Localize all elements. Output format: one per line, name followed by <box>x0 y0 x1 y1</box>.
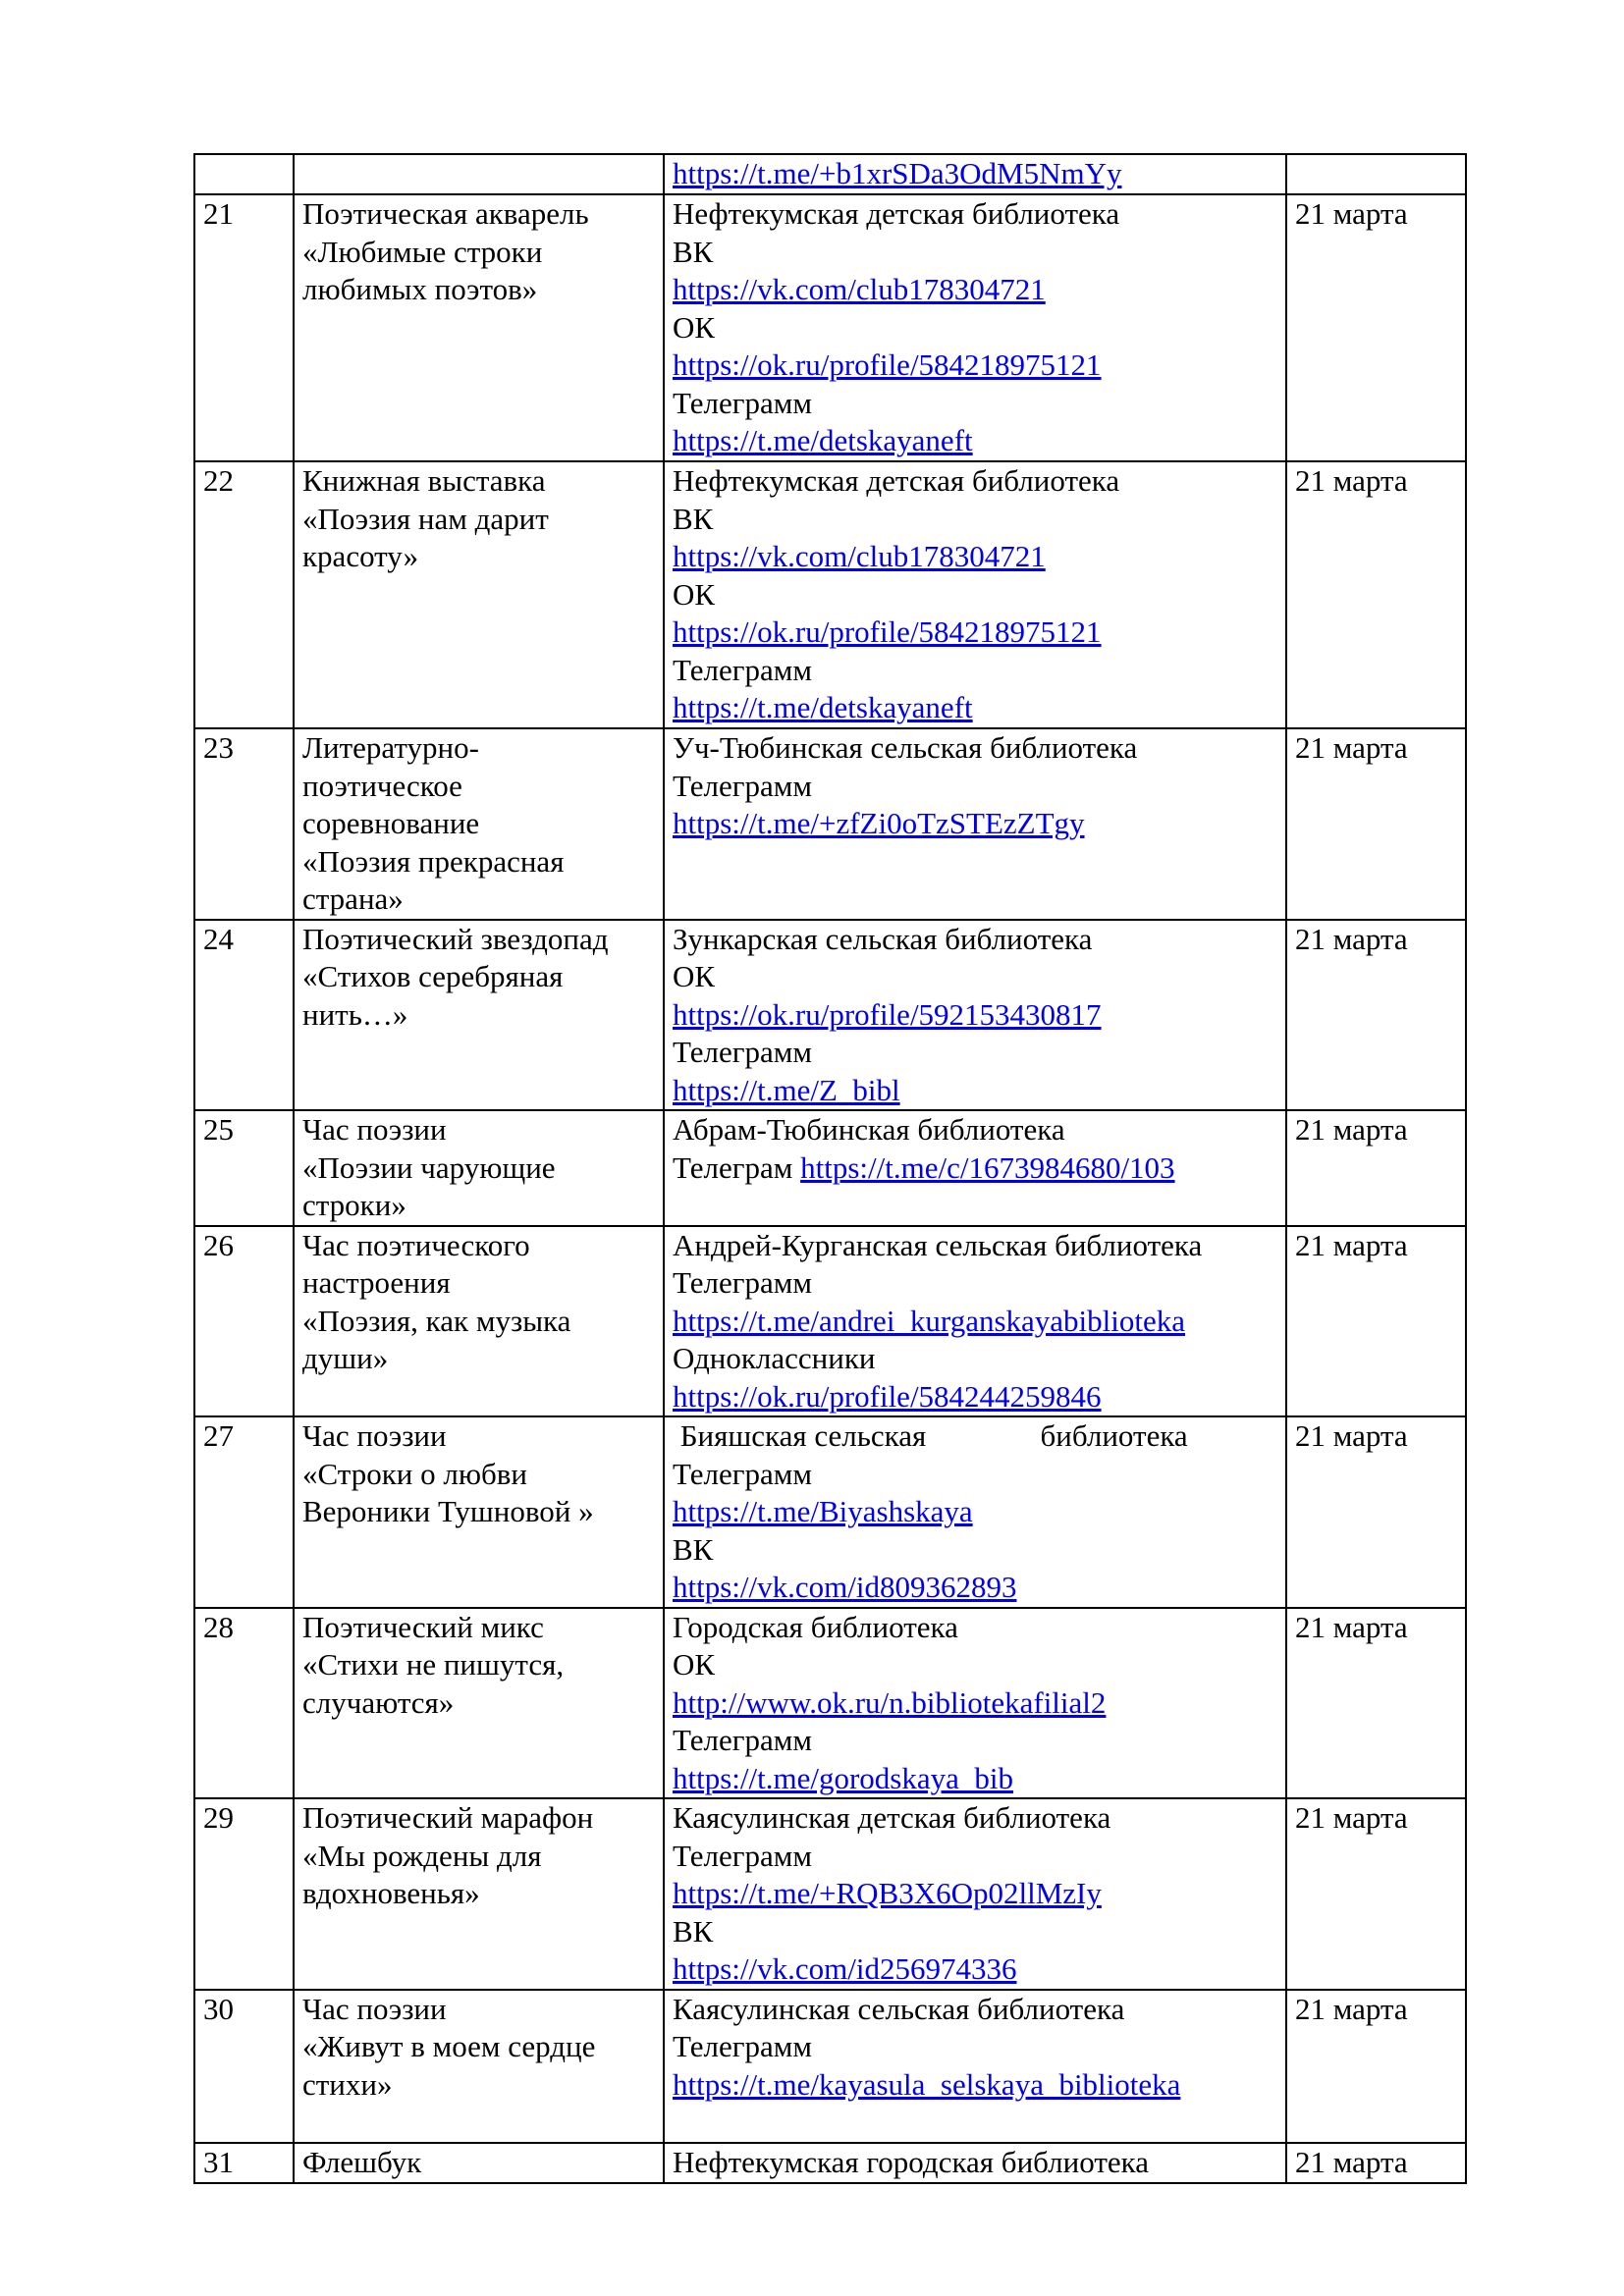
event-title-cell <box>294 1990 664 2143</box>
row-number: 22 <box>203 463 234 498</box>
venue-link[interactable]: https://vk.com/id256974336 <box>673 1951 1017 1986</box>
venue-line: Телеграмм <box>673 1838 812 1873</box>
event-title-line: «Мы рождены для <box>302 1838 542 1873</box>
event-title-line: нить…» <box>302 996 408 1032</box>
venue-line: ОК <box>673 959 716 993</box>
venue-cell <box>664 920 1286 1111</box>
event-title-line: «Строки о любви <box>302 1456 527 1491</box>
event-title-line: строки» <box>302 1188 406 1222</box>
venue-link[interactable]: https://t.me/c/1673984680/103 <box>800 1149 1175 1185</box>
event-date: 21 марта <box>1295 1800 1408 1835</box>
event-date: 21 марта <box>1295 2144 1408 2179</box>
event-date-cell <box>1286 1990 1466 2143</box>
venue-link[interactable]: https://ok.ru/profile/584218975121 <box>673 347 1102 382</box>
event-title-line: «Стихи не пишутся, <box>302 1647 565 1682</box>
venue-line: ВК <box>673 234 714 269</box>
venue-line: Зункарская сельская библиотека <box>673 921 1093 956</box>
event-title-cell <box>294 2143 664 2183</box>
event-date: 21 марта <box>1295 730 1408 765</box>
venue-link[interactable]: http://www.ok.ru/n.bibliotekafilial2 <box>673 1684 1107 1720</box>
event-title-line: Поэтический микс <box>302 1609 544 1644</box>
event-title-line: любимых поэтов» <box>302 272 538 306</box>
venue-link[interactable]: https://t.me/+b1xrSDa3OdM5NmYy <box>673 156 1122 190</box>
event-date: 21 марта <box>1295 463 1408 498</box>
event-date: 21 марта <box>1295 1112 1408 1147</box>
venue-line: Телеграмм <box>673 652 812 687</box>
event-title-line: Час поэзии <box>302 1112 447 1147</box>
event-title-line: Флешбук <box>302 2144 422 2179</box>
table-row <box>194 194 1466 461</box>
event-title-line: души» <box>302 1341 389 1375</box>
event-title-line: Час поэзии <box>302 1991 447 2026</box>
venue-cell <box>664 1608 1286 1799</box>
row-number: 28 <box>203 1609 234 1644</box>
venue-link[interactable]: https://ok.ru/profile/584244259846 <box>673 1378 1102 1414</box>
table-row <box>194 920 1466 1111</box>
event-title-line: «Поэзия прекрасная <box>302 843 565 879</box>
row-number: 31 <box>203 2144 234 2179</box>
table-row <box>194 154 1466 194</box>
table-row <box>194 1608 1466 1799</box>
venue-line: Андрей-Курганская сельская библиотека <box>673 1227 1203 1262</box>
row-number-cell <box>194 154 294 194</box>
event-date-cell <box>1286 2143 1466 2183</box>
venue-link[interactable]: https://t.me/Biyashskaya <box>673 1494 973 1528</box>
event-date: 21 марта <box>1295 921 1408 956</box>
row-number-cell <box>194 1226 294 1417</box>
event-title-line: «Поэзии чарующие <box>302 1149 556 1185</box>
table-row <box>194 2143 1466 2183</box>
venue-line: Нефтекумская детская библиотека <box>673 463 1120 498</box>
row-number-cell <box>194 2143 294 2183</box>
venue-cell <box>664 1990 1286 2143</box>
venue-line: Телеграмм <box>673 385 812 420</box>
venue-line: Нефтекумская городская библиотека <box>673 2144 1149 2179</box>
event-title-line: Литературно- <box>302 730 479 765</box>
row-number: 27 <box>203 1418 234 1453</box>
row-number: 24 <box>203 921 234 956</box>
event-title-cell <box>294 461 664 728</box>
table-row <box>194 1110 1466 1226</box>
event-title-cell <box>294 1226 664 1417</box>
venue-line: Каясулинская сельская библиотека <box>673 1991 1125 2026</box>
venue-line: ОК <box>673 1647 716 1682</box>
event-title-cell <box>294 1798 664 1990</box>
event-date-cell <box>1286 1110 1466 1226</box>
venue-line: Телеграмм <box>673 1265 812 1300</box>
event-title-line: Час поэтического <box>302 1227 530 1262</box>
event-title-line: Поэтический марафон <box>302 1800 594 1835</box>
venue-line: Одноклассники <box>673 1341 876 1375</box>
event-title-line: «Любимые строки <box>302 234 543 269</box>
row-number-cell <box>194 1416 294 1608</box>
venue-line: Нефтекумская детская библиотека <box>673 196 1120 231</box>
row-number-cell <box>194 1608 294 1799</box>
venue-cell <box>664 194 1286 461</box>
venue-link[interactable]: https://ok.ru/profile/584218975121 <box>673 614 1102 649</box>
event-title-line: Поэтический звездопад <box>302 921 609 956</box>
event-date-cell <box>1286 728 1466 920</box>
venue-line: Бияшская сельская библиотека <box>673 1418 1188 1453</box>
event-title-line: «Стихов серебряная <box>302 959 564 993</box>
venue-line: Городская библиотека <box>673 1609 958 1644</box>
event-title-line: настроения <box>302 1265 451 1300</box>
row-number-cell <box>194 194 294 461</box>
event-date: 21 марта <box>1295 1418 1408 1453</box>
venue-cell <box>664 1110 1286 1226</box>
venue-cell <box>664 1416 1286 1608</box>
events-table-body <box>194 154 1466 2183</box>
venue-line: ВК <box>673 501 714 536</box>
venue-line <box>673 1149 1277 1188</box>
event-date-cell <box>1286 920 1466 1111</box>
venue-line: ВК <box>673 1913 714 1949</box>
event-title-cell <box>294 728 664 920</box>
venue-link[interactable]: https://t.me/+RQB3X6Op02llMzIy <box>673 1876 1102 1910</box>
venue-link[interactable]: https://t.me/Z_bibl <box>673 1072 900 1107</box>
table-row <box>194 1798 1466 1990</box>
row-number-cell <box>194 1990 294 2143</box>
row-number-cell <box>194 1798 294 1990</box>
row-number: 21 <box>203 196 234 231</box>
venue-link[interactable]: https://t.me/+zfZi0oTzSTEzZTgy <box>673 806 1085 840</box>
event-title-line: случаются» <box>302 1684 455 1720</box>
table-row <box>194 461 1466 728</box>
events-table <box>193 153 1467 2184</box>
venue-link[interactable]: https://t.me/gorodskaya_bib <box>673 1760 1013 1795</box>
venue-label: Телеграм <box>673 1149 801 1185</box>
event-date: 21 марта <box>1295 1227 1408 1262</box>
venue-link[interactable]: https://vk.com/club178304721 <box>673 272 1046 306</box>
venue-cell <box>664 154 1286 194</box>
table-row <box>194 1416 1466 1608</box>
venue-link[interactable]: https://vk.com/id809362893 <box>673 1570 1017 1604</box>
event-date-cell <box>1286 1416 1466 1608</box>
venue-cell <box>664 1798 1286 1990</box>
row-number-cell <box>194 728 294 920</box>
event-date-cell <box>1286 154 1466 194</box>
event-title-cell <box>294 1416 664 1608</box>
row-number-cell <box>194 461 294 728</box>
venue-line: Телеграмм <box>673 768 812 803</box>
event-title-cell <box>294 194 664 461</box>
row-number: 30 <box>203 1991 234 2026</box>
venue-link[interactable]: https://t.me/kayasula_selskaya_biblioteka <box>673 2066 1181 2102</box>
venue-cell <box>664 728 1286 920</box>
event-title-line: стихи» <box>302 2066 393 2102</box>
venue-line: Телеграмм <box>673 1035 812 1069</box>
event-title-line: «Живут в моем сердце <box>302 2029 596 2063</box>
venue-line: Телеграмм <box>673 1723 812 1757</box>
venue-link[interactable]: https://t.me/detskayaneft <box>673 423 973 457</box>
event-title-line: страна» <box>302 881 404 916</box>
event-title-line: вдохновенья» <box>302 1876 480 1910</box>
event-title-line: поэтическое <box>302 768 462 803</box>
event-title-cell <box>294 1110 664 1226</box>
venue-link[interactable]: https://vk.com/club178304721 <box>673 539 1046 573</box>
venue-line: Абрам-Тюбинская библиотека <box>673 1112 1065 1147</box>
table-row <box>194 1226 1466 1417</box>
row-number-cell <box>194 1110 294 1226</box>
event-title-line: Поэтическая акварель <box>302 196 589 231</box>
event-title-line: красоту» <box>302 539 419 573</box>
event-title-line: Книжная выставка <box>302 463 546 498</box>
event-title-line: «Поэзия, как музыка <box>302 1303 571 1338</box>
venue-line: Телеграмм <box>673 1456 812 1491</box>
venue-line: Уч-Тюбинская сельская библиотека <box>673 730 1138 765</box>
event-title-cell <box>294 1608 664 1799</box>
event-date-cell <box>1286 1226 1466 1417</box>
event-date-cell <box>1286 194 1466 461</box>
event-title-line: соревнование <box>302 806 480 840</box>
row-number: 26 <box>203 1227 234 1262</box>
venue-line: Телеграмм <box>673 2029 812 2063</box>
venue-line: ВК <box>673 1531 714 1567</box>
row-number: 23 <box>203 730 234 765</box>
event-date-cell <box>1286 1608 1466 1799</box>
event-title-cell <box>294 920 664 1111</box>
row-number: 29 <box>203 1800 234 1835</box>
table-row <box>194 728 1466 920</box>
event-date-cell <box>1286 1798 1466 1990</box>
event-date-cell <box>1286 461 1466 728</box>
venue-line: ОК <box>673 576 716 612</box>
event-date: 21 марта <box>1295 1991 1408 2026</box>
venue-line: ОК <box>673 309 716 345</box>
venue-cell <box>664 2143 1286 2183</box>
event-date: 21 марта <box>1295 196 1408 231</box>
venue-line: Каясулинская детская библиотека <box>673 1800 1111 1835</box>
event-date: 21 марта <box>1295 1609 1408 1644</box>
table-row <box>194 1990 1466 2143</box>
event-title-cell <box>294 154 664 194</box>
venue-link[interactable]: https://t.me/detskayaneft <box>673 690 973 724</box>
row-number: 25 <box>203 1112 234 1147</box>
event-title-line: Час поэзии <box>302 1418 447 1453</box>
venue-link[interactable]: https://ok.ru/profile/592153430817 <box>673 996 1102 1032</box>
event-title-line: «Поэзия нам дарит <box>302 501 549 536</box>
venue-cell <box>664 1226 1286 1417</box>
venue-link[interactable]: https://t.me/andrei_kurganskayabiblioteka <box>673 1303 1186 1338</box>
venue-cell <box>664 461 1286 728</box>
event-title-line: Вероники Тушновой » <box>302 1494 594 1528</box>
row-number-cell <box>194 920 294 1111</box>
